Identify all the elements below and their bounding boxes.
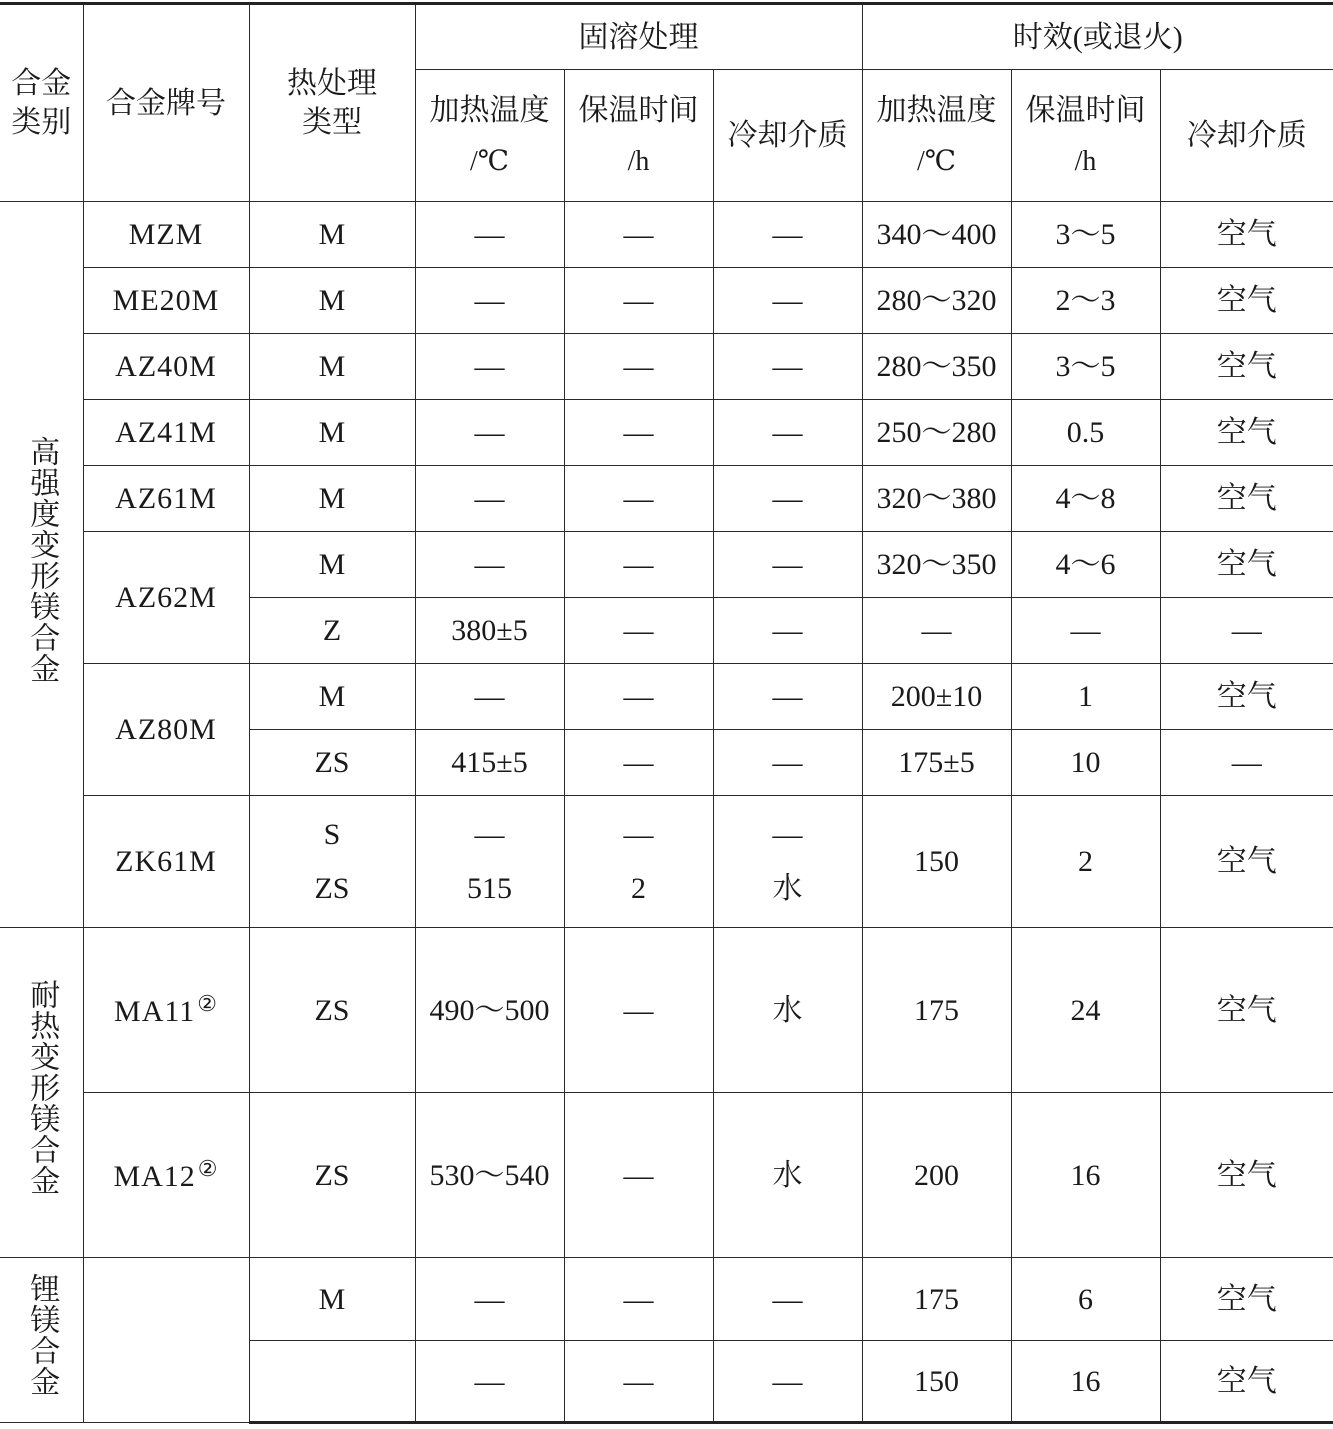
grade-cell: AZ62M: [83, 532, 249, 664]
grade-cell: AZ41M: [83, 400, 249, 466]
aging-time-cell: 0.5: [1011, 400, 1160, 466]
aging-temp-cell: 320～350: [862, 532, 1011, 598]
type-cell: M: [249, 466, 415, 532]
aging-temp-cell: 320～380: [862, 466, 1011, 532]
table-row: [0, 268, 1333, 334]
solution-cooling-cell: —: [713, 202, 862, 268]
aging-cooling-cell: —: [1160, 730, 1333, 796]
header-solution-group: 固溶处理: [415, 4, 862, 70]
aging-cooling-cell: 空气: [1160, 466, 1333, 532]
solution-cooling-cell: —: [713, 400, 862, 466]
category-lithium: 锂镁合金: [0, 1258, 83, 1423]
solution-cooling-cell: — 水: [713, 796, 862, 928]
header-grade: 合金牌号: [83, 4, 249, 202]
type-cell: M: [249, 202, 415, 268]
aging-cooling-cell: 空气: [1160, 928, 1333, 1093]
solution-temp-cell: 490～500: [415, 928, 564, 1093]
aging-temp-cell: —: [862, 598, 1011, 664]
solution-cooling-cell: —: [713, 730, 862, 796]
type-cell: S ZS: [249, 796, 415, 928]
grade-cell: MA11②: [83, 928, 249, 1093]
solution-time-cell: —: [564, 400, 713, 466]
grade-cell: ZK61M: [83, 796, 249, 928]
solution-temp-cell: —: [415, 334, 564, 400]
table-row: [0, 1258, 1333, 1341]
table-row: [0, 928, 1333, 1093]
grade-cell: [83, 1258, 249, 1423]
solution-cooling-cell: 水: [713, 1093, 862, 1258]
aging-temp-cell: 175: [862, 1258, 1011, 1341]
aging-time-cell: 2～3: [1011, 268, 1160, 334]
aging-time-cell: 1: [1011, 664, 1160, 730]
solution-temp-cell: —: [415, 664, 564, 730]
aging-temp-cell: 175: [862, 928, 1011, 1093]
table-row: [0, 1093, 1333, 1258]
aging-time-cell: 16: [1011, 1341, 1160, 1423]
aging-time-cell: 3～5: [1011, 334, 1160, 400]
header-aging-temp: 加热温度 /℃: [862, 70, 1011, 202]
grade-cell: MZM: [83, 202, 249, 268]
header-solution-temp: 加热温度 /℃: [415, 70, 564, 202]
solution-cooling-cell: —: [713, 664, 862, 730]
aging-cooling-cell: 空气: [1160, 532, 1333, 598]
type-cell: M: [249, 400, 415, 466]
solution-time-cell: —: [564, 928, 713, 1093]
heat-treatment-table: [0, 2, 1333, 1424]
solution-temp-cell: 380±5: [415, 598, 564, 664]
solution-cooling-cell: —: [713, 598, 862, 664]
aging-cooling-cell: 空气: [1160, 664, 1333, 730]
aging-cooling-cell: 空气: [1160, 1258, 1333, 1341]
grade-cell: AZ61M: [83, 466, 249, 532]
solution-temp-cell: —: [415, 268, 564, 334]
aging-temp-cell: 200±10: [862, 664, 1011, 730]
solution-time-cell: —: [564, 1258, 713, 1341]
solution-time-cell: —: [564, 268, 713, 334]
solution-cooling-cell: —: [713, 268, 862, 334]
table-row: [0, 466, 1333, 532]
grade-cell: MA12②: [83, 1093, 249, 1258]
type-cell: M: [249, 268, 415, 334]
aging-cooling-cell: 空气: [1160, 334, 1333, 400]
header-solution-time: 保温时间 /h: [564, 70, 713, 202]
aging-temp-cell: 150: [862, 1341, 1011, 1423]
type-cell: M: [249, 1258, 415, 1341]
solution-cooling-cell: —: [713, 1341, 862, 1423]
aging-cooling-cell: 空气: [1160, 1341, 1333, 1423]
solution-cooling-cell: —: [713, 466, 862, 532]
type-cell: ZS: [249, 928, 415, 1093]
aging-time-cell: 6: [1011, 1258, 1160, 1341]
aging-cooling-cell: 空气: [1160, 1093, 1333, 1258]
solution-temp-cell: —: [415, 532, 564, 598]
footnote-marker: ②: [197, 1155, 219, 1181]
aging-time-cell: 16: [1011, 1093, 1160, 1258]
solution-cooling-cell: 水: [713, 928, 862, 1093]
solution-temp-cell: — 515: [415, 796, 564, 928]
type-cell: ZS: [249, 1093, 415, 1258]
solution-cooling-cell: —: [713, 334, 862, 400]
solution-temp-cell: —: [415, 202, 564, 268]
aging-time-cell: 4～6: [1011, 532, 1160, 598]
solution-temp-cell: 415±5: [415, 730, 564, 796]
aging-cooling-cell: 空气: [1160, 268, 1333, 334]
solution-time-cell: — 2: [564, 796, 713, 928]
table-row: [0, 400, 1333, 466]
aging-cooling-cell: 空气: [1160, 796, 1333, 928]
category-high-strength: 高强度变形镁合金: [0, 202, 83, 928]
aging-time-cell: 2: [1011, 796, 1160, 928]
solution-cooling-cell: —: [713, 1258, 862, 1341]
solution-cooling-cell: —: [713, 532, 862, 598]
aging-temp-cell: 280～350: [862, 334, 1011, 400]
solution-temp-cell: 530～540: [415, 1093, 564, 1258]
solution-time-cell: —: [564, 532, 713, 598]
type-cell: M: [249, 664, 415, 730]
solution-temp-cell: —: [415, 400, 564, 466]
footnote-marker: ②: [197, 990, 218, 1016]
solution-time-cell: —: [564, 1341, 713, 1423]
solution-time-cell: —: [564, 1093, 713, 1258]
aging-temp-cell: 200: [862, 1093, 1011, 1258]
aging-time-cell: 10: [1011, 730, 1160, 796]
table-row: [0, 532, 1333, 598]
table-row: [0, 796, 1333, 928]
table-row: [0, 664, 1333, 730]
aging-temp-cell: 280～320: [862, 268, 1011, 334]
aging-cooling-cell: —: [1160, 598, 1333, 664]
aging-time-cell: 4～8: [1011, 466, 1160, 532]
solution-time-cell: —: [564, 466, 713, 532]
header-aging-cooling: 冷却介质: [1160, 70, 1333, 202]
solution-time-cell: —: [564, 598, 713, 664]
aging-temp-cell: 250～280: [862, 400, 1011, 466]
category-heat-resistant: 耐热变形镁合金: [0, 928, 83, 1258]
header-treatment-type: 热处理 类型: [249, 4, 415, 202]
solution-time-cell: —: [564, 202, 713, 268]
solution-temp-cell: —: [415, 1258, 564, 1341]
header-aging-group: 时效(或退火): [862, 4, 1333, 70]
table-row: [0, 202, 1333, 268]
solution-time-cell: —: [564, 334, 713, 400]
aging-time-cell: —: [1011, 598, 1160, 664]
type-cell: ZS: [249, 730, 415, 796]
aging-time-cell: 24: [1011, 928, 1160, 1093]
type-cell: Z: [249, 598, 415, 664]
solution-time-cell: —: [564, 730, 713, 796]
aging-cooling-cell: 空气: [1160, 400, 1333, 466]
type-cell: [249, 1341, 415, 1423]
grade-cell: AZ40M: [83, 334, 249, 400]
header-aging-time: 保温时间 /h: [1011, 70, 1160, 202]
header-solution-cooling: 冷却介质: [713, 70, 862, 202]
aging-temp-cell: 340～400: [862, 202, 1011, 268]
aging-temp-cell: 175±5: [862, 730, 1011, 796]
aging-cooling-cell: 空气: [1160, 202, 1333, 268]
type-cell: M: [249, 334, 415, 400]
aging-temp-cell: 150: [862, 796, 1011, 928]
solution-temp-cell: —: [415, 1341, 564, 1423]
grade-cell: AZ80M: [83, 664, 249, 796]
header-category: 合金 类别: [0, 4, 83, 202]
aging-time-cell: 3～5: [1011, 202, 1160, 268]
grade-cell: ME20M: [83, 268, 249, 334]
type-cell: M: [249, 532, 415, 598]
solution-time-cell: —: [564, 664, 713, 730]
table-row: [0, 334, 1333, 400]
solution-temp-cell: —: [415, 466, 564, 532]
